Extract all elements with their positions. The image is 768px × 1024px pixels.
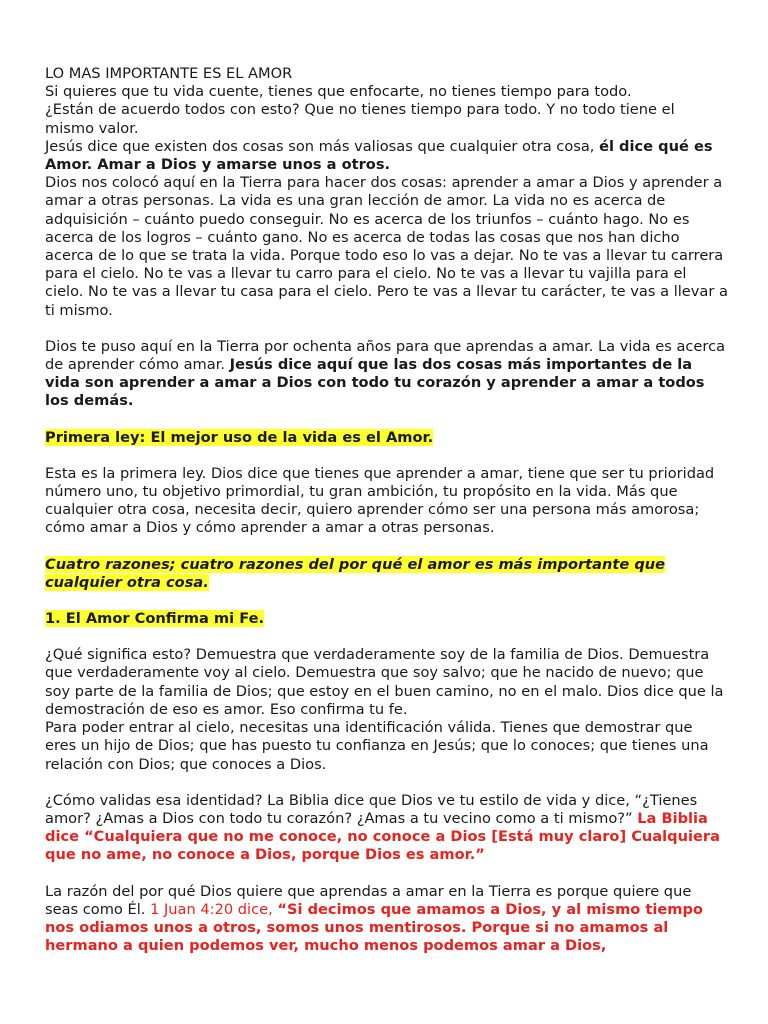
paragraph-meaning: ¿Qué significa esto? Demuestra que verdaderamente soy de la familia de Dios. Demuestra que verdaderamente voy al cielo. Demuestra que soy salvo; que he nacido de nuevo; que soy parte de la familia de Dios; que estoy en el buen camino, no en el malo. Dios dice que la demostración de eso es amor. Eso confirma tu fe. [45,646,724,718]
spacer [45,865,728,883]
intro-line-3 [45,138,728,174]
paragraph-reason-learn-love-text: La razón del por qué Dios quiere que aprendas a amar en la Tierra es porque quiere que seas como Él. [45,882,692,918]
paragraph-eighty-years [45,338,728,411]
paragraph-purpose: Dios nos colocó aquí en la Tierra para hacer dos cosas: aprender a amar a Dios y aprender a amar a otras personas. La vida es una gran lección de amor. La vida no es acerca de adquisición – cuánto puedo conseguir. No es acerca de los triunfos – cuánto hago. No es acerca de los logros – cuánto gano. No es acerca de todas las cosas que nos han dicho acerca de lo que se trata la vida. Porque todo eso lo vas a dejar. No te vas a llevar tu carrera para el cielo. No te vas a llevar tu carro para el cielo. No te vas a llevar tu vajilla para el cielo. No te vas a llevar tu casa para el cielo. Pero te vas a llevar tu carácter, te vas a llevar a ti mismo. [45,174,728,319]
document-title: LO MAS IMPORTANTE ES EL AMOR [45,65,293,82]
heading-first-law [45,429,728,447]
spacer [45,320,728,338]
paragraph-eighty-years-text: Dios te puso aquí en la Tierra por ochenta años para que aprendas a amar. La vida es acerca de aprender cómo amar. [45,337,726,374]
spacer [45,538,728,556]
intro-line-1: Si quieres que tu vida cuente, tienes que enfocarte, no tienes tiempo para todo. [45,83,632,101]
intro-line-2: ¿Están de acuerdo todos con esto? Que no tienes tiempo para todo. Y no todo tiene el mismo valor. [45,101,675,137]
spacer [45,592,728,610]
spacer [45,447,728,465]
spacer [45,628,728,646]
heading-four-reasons [45,556,728,592]
paragraph-validate-identity [45,792,728,865]
paragraph-validate-identity-text: ¿Cómo validas esa identidad? La Biblia dice que Dios ve tu estilo de vida y dice, “¿Tienes amor? ¿Amas a Dios con todo tu corazón? ¿Amas a tu vecino como a ti mismo?” [45,791,698,827]
heading-reason-one [45,610,728,628]
paragraph-identification: Para poder entrar al cielo, necesitas una identificación válida. Tienes que demostrar que eres un hijo de Dios; que has puesto tu confianza en Jesús; que lo conoces; que tienes una relación con Dios; que conoces a Dios. [45,719,709,773]
paragraph-reason-learn-love [45,883,728,956]
bible-verse-red: “Si decimos que amamos a Dios, y al mismo tiempo nos odiamos unos a otros, somos unos mentirosos. Porque si no amamos al hermano a quien podemos ver, mucho menos podemos amar a Dios, [45,900,703,955]
heading-first-law-text: Primera ley: El mejor uso de la vida es el Amor. [45,428,434,446]
heading-reason-one-text: 1. El Amor Confirma mi Fe. [45,610,265,628]
heading-four-reasons-text: Cuatro razones; cuatro razones del por qué el amor es más importante que cualquier otra cosa. [45,555,666,591]
paragraph-eighty-years-bold: Jesús dice aquí que las dos cosas más importantes de la vida son aprender a amar a Dios con todo tu corazón y aprender a amar a todos los demás. [45,356,705,410]
bible-reference-red: 1 Juan 4:20 dice, [150,900,278,918]
spacer [45,411,728,429]
spacer [45,774,728,792]
paragraph-first-law: Esta es la primera ley. Dios dice que tienes que aprender a amar, tiene que ser tu prioridad número uno, tu objetivo primordial, tu gran ambición, tu propósito en la vida. Más que cualquier otra cosa, necesita decir, quiero aprender cómo ser una persona más amorosa; cómo amar a Dios y cómo aprender a amar a otras personas. [45,464,715,537]
intro-line-3-text: Jesús dice que existen dos cosas son más valiosas que cualquier otra cosa, [45,137,600,155]
intro-line-3-bold: él dice qué es Amor. Amar a Dios y amarse unos a otros. [45,137,713,174]
bible-quote-red: La Biblia dice “Cualquiera que no me conoce, no conoce a Dios [Está muy claro] Cualquiera que no ame, no conoce a Dios, porque Dios es amor.” [45,809,720,864]
